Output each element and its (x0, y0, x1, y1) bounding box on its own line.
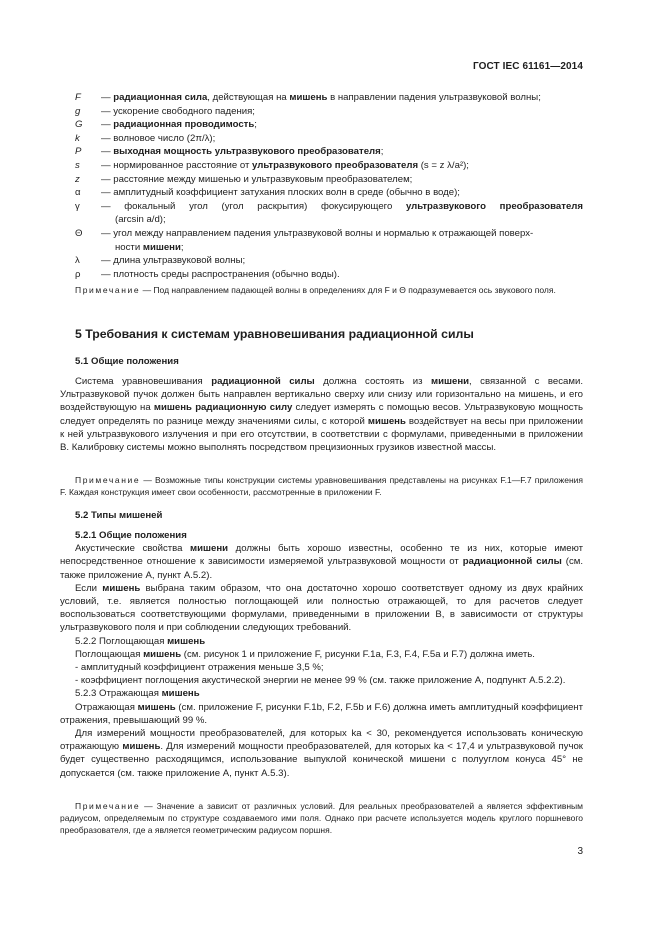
paragraph-5-2-3-b: Для измерений мощности преобразователей, для которых ka < 30, рекомендуется использовать коническую отражающую мишень. Для измерений мощности преобразователей, для которых ka < 17,4 и ультразвуковой пучок будет существенно расходящимся, использование выпуклой конической мишени с полууглом конуса 45° не допускается (см. также приложение A, пункт A.5.3). (60, 728, 583, 779)
paragraph-5-2-1-b: Если мишень выбрана таким образом, что она достаточно хорошо соответствует одному из двух крайних условий, т.е. является полностью поглощающей или полностью отражающей, то для расчетов следует воспользоваться соответствующими формулами, приведенными в приложении B, в зависимости от структуры ультразвукового поля и при соблюдении следующих требований. (60, 582, 583, 634)
symbol-definitions (75, 91, 583, 281)
note-balance-types: Примечание — Возможные типы конструкции системы уравновешивания представлены на рисунках F.1—F.7 приложения F. Каждая конструкция имеет свои особенности, рассмотренные в приложении F. (60, 475, 583, 497)
definition-lambda: λ — длина ультразвуковой волны; (75, 255, 246, 267)
definition-rho: ρ — плотность среды распространения (обычно воды). (75, 268, 340, 280)
definition-z: z — расстояние между мишенью и ультразвуковым преобразователем; (75, 173, 413, 185)
subsection-5-2-3-title: 5.2.3 Отражающая мишень (75, 688, 200, 700)
subsection-5-2-1-title: 5.2.1 Общие положения (75, 530, 187, 541)
definition-k: k — волновое число (2π/λ); (75, 132, 216, 144)
standard-header: ГОСТ IEC 61161—2014 (472, 61, 583, 72)
note-direction: Примечание — Под направлением падающей волны в определениях для F и Θ подразумевается ось звукового поля. (75, 285, 556, 295)
paragraph-5-1: Система уравновешивания радиационной силы должна состоять из мишени, связанной с весами. Ультразвуковой пучок должен быть направлен вертикально сверху или снизу или горизонтально на мишень, и его воздействующую на мишень радиационную силу следует измерять с помощью весов. Ультразвуковую мощность следует определять по разнице между значениями силы, с которой мишень воздействует на весы при приложении к ней ультразвукового излучения и при его отсутствии, в соответствии с формулами, приведенными в приложении B. Калибровку системы можно выполнять посредством прецизионных грузиков известной массы. (60, 376, 583, 454)
note-radius: Примечание — Значение a зависит от различных условий. Для реальных преобразователей a является эффективным радиусом, определяемым по структуре создаваемого ими поля. Однако при расчете используется модель круглого поршневого преобразователя, где a является геометрическим радиусом поршня. (60, 801, 583, 835)
definition-g: g — ускорение свободного падения; (75, 105, 255, 117)
definition-P: P — выходная мощность ультразвукового преобразователя; (75, 146, 384, 158)
subsection-5-2-2-title: 5.2.2 Поглощающая мишень (75, 635, 206, 647)
paragraph-5-2-2-b: - амплитудный коэффициент отражения меньше 3,5 %; (75, 662, 324, 674)
definition-G: G — радиационная проводимость; (75, 119, 257, 131)
subsection-5-2-title: 5.2 Типы мишеней (75, 510, 163, 521)
definition-s: s — нормированное расстояние от ультразвукового преобразователя (s = z λ/a²); (75, 159, 469, 171)
paragraph-5-2-2-c: - коэффициент поглощения акустической энергии не менее 99 % (см. также приложение A, подпункт A.5.2.2). (75, 675, 566, 687)
definition-theta: Θ — угол между направлением падения ультразвуковой волны и нормалью к отражающей поверх- ности мишени; (75, 227, 534, 253)
paragraph-5-2-2: Поглощающая мишень (см. рисунок 1 и приложение F, рисунки F.1a, F.3, F.4, F.5a и F.7) должна иметь. (75, 648, 535, 660)
subsection-5-1-title: 5.1 Общие положения (75, 356, 179, 367)
page-number: 3 (577, 846, 583, 857)
definition-F: F — радиационная сила, действующая на мишень в направлении падения ультразвуковой волны; (75, 92, 541, 103)
definition-alpha: α — амплитудный коэффициент затухания плоских волн в среде (обычно в воде); (75, 187, 460, 199)
paragraph-5-2-1-a: Акустические свойства мишени должны быть хорошо известны, особенно те из них, которые имеют непосредственное отношение к зависимости измеряемой ультразвуковой мощности от радиационной силы (см. также приложение A, пункт A.5.2). (60, 543, 583, 581)
section-5-title: 5 Требования к системам уравновешивания радиационной силы (75, 327, 474, 341)
paragraph-5-2-3-a: Отражающая мишень (см. приложение F, рисунки F.1b, F.2, F.5b и F.6) должна иметь амплитудный коэффициент отражения, превышающий 99 %. (60, 701, 583, 726)
targets-body (60, 529, 583, 780)
definition-gamma: γ — фокальный угол (угол раскрытия) фокусирующего ультразвукового преобразователя (arcsin a/d); (75, 200, 583, 226)
